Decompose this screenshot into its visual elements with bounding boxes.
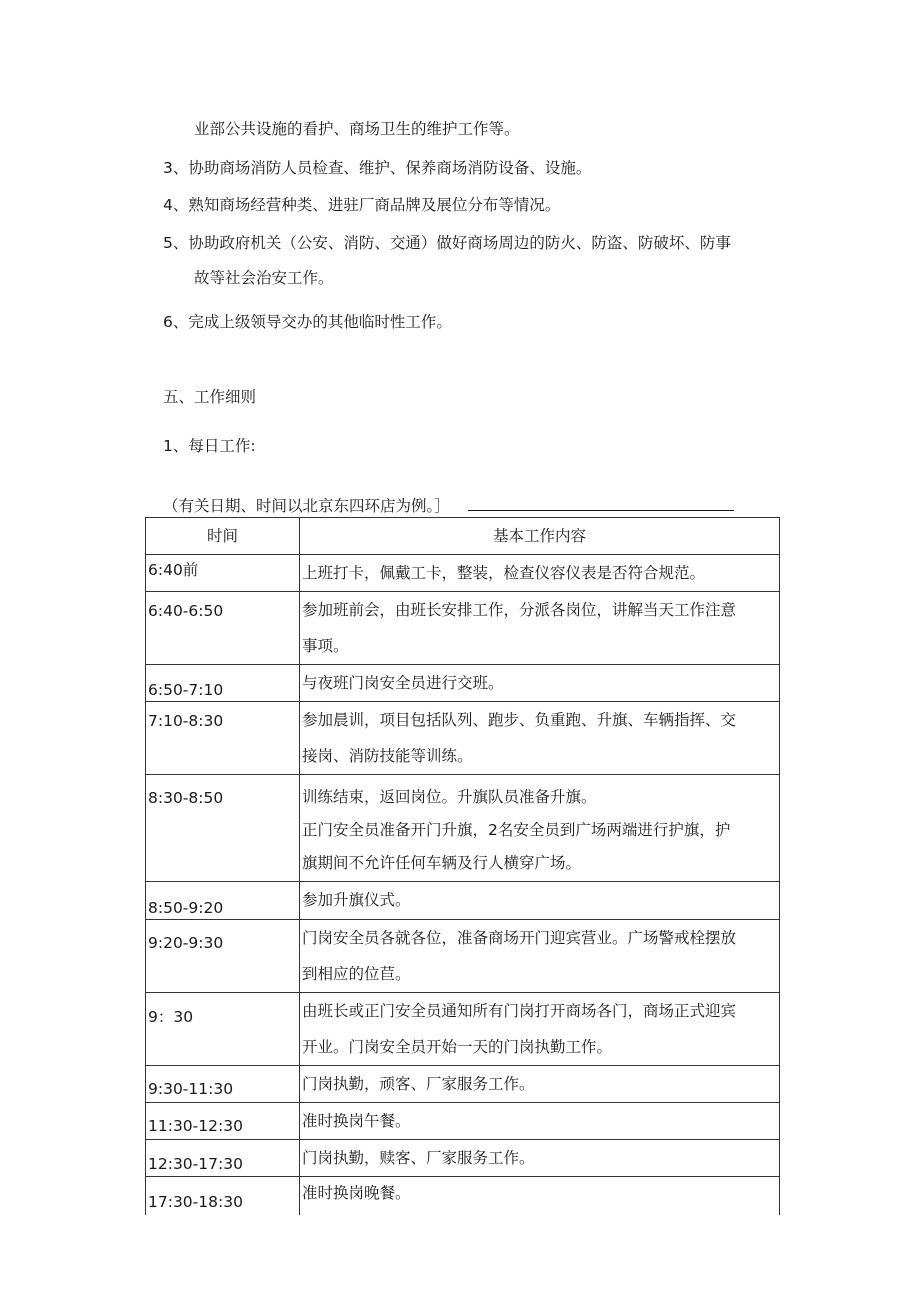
table-row [146,1103,780,1140]
table-row [146,1140,780,1177]
table-row [146,1066,780,1103]
time-cell: 9：30 [146,993,300,1066]
content-cell [300,665,780,702]
table-row [146,920,780,993]
time-cell: 9:20-9:30 [146,920,300,993]
table-note [163,495,734,517]
content-line: 参加升旗仪式。 [302,891,411,909]
header-time: 时间 [146,518,300,555]
content-line: 门岗执勤，顽客、厂家服务工作。 [302,1075,535,1093]
table-row [146,993,780,1066]
daily-schedule-table [145,517,780,1215]
content-line: 准时换岗晚餐。 [302,1184,411,1202]
list-item-5-continuation: 故等社会治安工作。 [194,269,334,287]
table-row [146,702,780,775]
content-line: 与夜班门岗安全员进行交班。 [302,674,504,692]
time-cell: 6:40前 [146,555,300,592]
table-note-text: （有关日期、时间以北京东四环店为例。］ [163,497,450,515]
content-cell [300,920,780,993]
content-line: 接岗、消防技能等训练。 [302,747,473,765]
blank-underline [468,496,734,511]
content-cell [300,993,780,1066]
time-cell: 6:40-6:50 [146,592,300,665]
table-row [146,1177,780,1215]
table-row [146,592,780,665]
time-cell: 11:30-12:30 [146,1103,300,1140]
time-cell: 7:10-8:30 [146,702,300,775]
content-line: 准时换岗午餐。 [302,1112,411,1130]
content-line: 事项。 [302,637,349,655]
list-item-3: 3、协助商场消防人员检查、维护、保养商场消防设备、设施。 [163,159,592,177]
content-line: 训练结束，返回岗位。升旗队员准备升旗。 [302,788,597,806]
table-row [146,555,780,592]
content-cell [300,1140,780,1177]
table-row [146,882,780,920]
content-line: 旗期间不允许任何车辆及行人横穿广场。 [302,854,582,872]
time-cell: 17:30-18:30 [146,1177,300,1215]
time-cell: 12:30-17:30 [146,1140,300,1177]
content-line: 正门安全员准备开门升旗，2名安全员到广场两端进行护旗，护 [302,821,731,839]
content-line: 由班长或正门安全员通知所有门岗打开商场各门，商场正式迎宾 [302,1002,737,1020]
subsection-title: 1、每日工作: [163,437,256,455]
content-line: 到相应的位苣。 [302,965,411,983]
time-cell: 6:50-7:10 [146,665,300,702]
section-title: 五、工作细则 [163,388,257,406]
content-cell [300,1103,780,1140]
list-item-4: 4、熟知商场经营种类、进驻厂商品牌及展位分布等情况。 [163,196,561,214]
list-item-2-continuation: 业部公共设施的看护、商场卫生的维护工作等。 [194,120,520,138]
content-line: 参加班前会，由班长安排工作，分派各岗位，讲解当天工作注意 [302,601,737,619]
content-cell [300,555,780,592]
content-cell [300,775,780,882]
list-item-6: 6、完成上级领导交办的其他临时性工作。 [163,313,452,331]
header-content: 基本工作内容 [300,518,780,555]
content-cell [300,592,780,665]
time-cell: 9:30-11:30 [146,1066,300,1103]
table-row [146,775,780,882]
content-cell [300,1066,780,1103]
table-header-row [146,518,780,555]
time-cell: 8:30-8:50 [146,775,300,882]
content-line: 门岗执勤，赎客、厂家服务工作。 [302,1149,535,1167]
content-line: 开业。门岗安全员开始一天的门岗执勤工作。 [302,1038,613,1056]
content-line: 门岗安全员各就各位，准备商场开门迎宾营业。广场警戒栓摆放 [302,929,737,947]
content-line: 上班打卡，佩戴工卡，整装，检查仪容仪表是否符合规范。 [302,564,706,582]
content-line: 参加晨训，项目包括队列、跑步、负重跑、升旗、车辆指挥、交 [302,711,737,729]
list-item-5: 5、协助政府机关（公安、消防、交通）做好商场周边的防火、防盗、防破坏、防事 [163,234,731,252]
time-cell: 8:50-9:20 [146,882,300,920]
content-cell [300,882,780,920]
content-cell [300,1177,780,1215]
content-cell [300,702,780,775]
table-row [146,665,780,702]
